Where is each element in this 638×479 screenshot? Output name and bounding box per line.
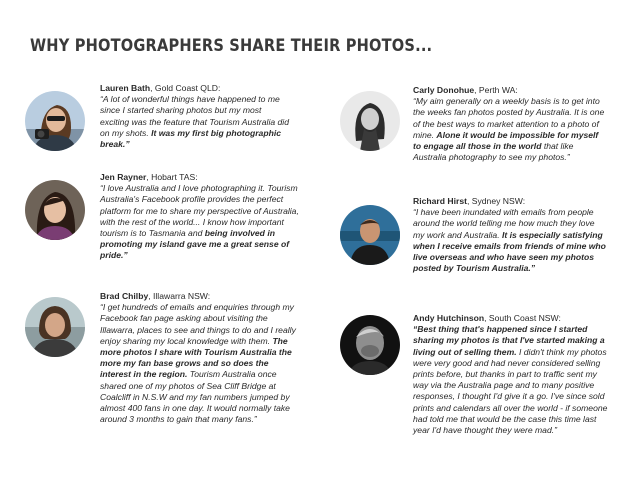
testimonial-quote: “I have been inundated with emails from people around the world telling me how much they love my work and Australia. It is especially satisfying when I receive emails from friends of mine who live overseas and who have seen my photos posted by Tourism Australia.” <box>413 207 606 274</box>
testimonial-name: Brad Chilby <box>100 291 149 301</box>
testimonial-quote: “A lot of wonderful things have happened to me since I started sharing photos but my most exciting was the feature that Tourism Australia did on my shots. It was my first big photographic break.” <box>100 94 289 150</box>
testimonial-name: Jen Rayner <box>100 172 147 182</box>
avatar-richard-hirst <box>340 205 400 265</box>
testimonial-name: Richard Hirst <box>413 196 467 206</box>
photographer-portrait-icon <box>340 315 400 375</box>
avatar-lauren-bath <box>25 91 85 151</box>
photographer-portrait-icon <box>340 91 400 151</box>
testimonial-location: , Sydney NSW: <box>466 196 526 206</box>
avatar-andy-hutchinson <box>340 315 400 375</box>
testimonial-lauren-bath <box>100 83 290 150</box>
testimonial-name: Lauren Bath <box>100 83 151 93</box>
testimonial-quote: “I get hundreds of emails and enquiries through my Facebook fan page asking about visiting the Illawarra, places to see and things to do and I really enjoy sharing my local knowledge with them. The more photos I share with Tourism Australia the more my fan base grows and so does the interest in the region. Tourism Australia once shared one of my photos of Sea Cliff Bridge at Coalcliff in N.S.W and my fan numbers jumped by almost 400 fans in one day. It would normally take around 3 months to gain that many fans.” <box>100 302 296 425</box>
testimonial-location: , South Coast NSW: <box>484 313 561 323</box>
testimonial-jen-rayner <box>100 172 300 262</box>
photographer-portrait-icon <box>340 205 400 265</box>
avatar-carly-donohue <box>340 91 400 151</box>
photographer-portrait-icon <box>25 91 85 151</box>
testimonial-richard-hirst <box>413 196 607 274</box>
testimonial-carly-donohue <box>413 85 607 163</box>
testimonial-location: , Perth WA: <box>474 85 518 95</box>
testimonial-name: Andy Hutchinson <box>413 313 485 323</box>
photographer-portrait-icon <box>25 180 85 240</box>
avatar-jen-rayner <box>25 180 85 240</box>
testimonial-brad-chilby <box>100 291 296 425</box>
testimonial-name: Carly Donohue <box>413 85 475 95</box>
photographer-portrait-icon <box>25 297 85 357</box>
testimonial-andy-hutchinson <box>413 313 609 436</box>
testimonial-location: , Illawarra NSW: <box>148 291 211 301</box>
testimonial-location: , Gold Coast QLD: <box>150 83 221 93</box>
testimonial-quote: “Best thing that's happened since I started sharing my photos is that I've started making a living out of selling them. I didn't think my photos were very good and had never considered selling prints before, but thanks in part to traffic sent my way via the Australia page and to many positive responses, I thought I'd give it a go. I've since sold prints and calendars all over the world - if someone had told me that would be the case this time last year I'd have thought they were mad.” <box>413 324 608 436</box>
page-title: WHY PHOTOGRAPHERS SHARE THEIR PHOTOS... <box>30 36 433 56</box>
testimonial-quote: “My aim generally on a weekly basis is to get into the weeks fan photos posted by Australia. It is one of the best ways to market attention to a photo of mine. Alone it would be impossible for myself to engage all those in the world that like Australia photography to see my photos.” <box>413 96 605 163</box>
testimonial-quote: “I love Australia and I love photographing it. Tourism Australia's Facebook profile provides the perfect platform for me to share my perspective of Australia, with the rest of the world... I know how important tourism is to Tasmania and being involved in promoting my island gave me a great sense of pride.” <box>100 183 299 261</box>
testimonial-location: , Hobart TAS: <box>146 172 198 182</box>
avatar-brad-chilby <box>25 297 85 357</box>
